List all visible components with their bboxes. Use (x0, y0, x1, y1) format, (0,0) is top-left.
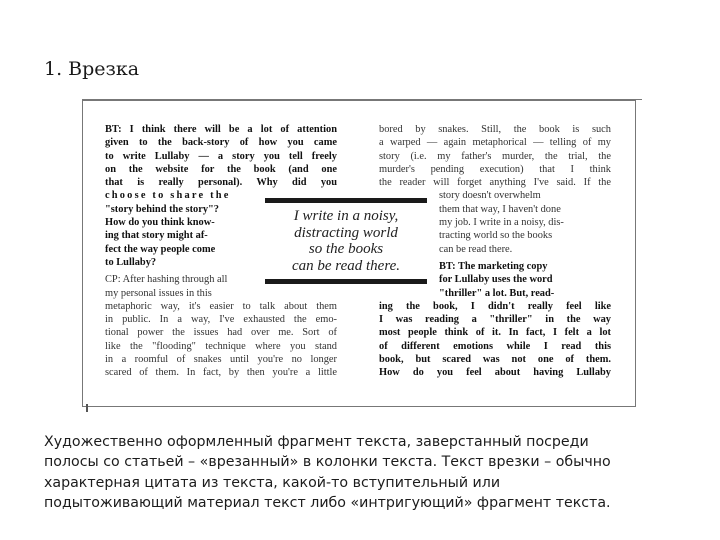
pull-quote-top-rule (265, 198, 427, 203)
text-line: in a roomful of snakes until you're no longer (105, 354, 337, 366)
text-line: bored by snakes. Still, the book is such (379, 124, 611, 135)
text-line: that is really personal). Why did you (105, 177, 337, 189)
slide-caption (44, 432, 684, 513)
caption-line: полосы со статьей – «врезанный» в колонки текста. Текст врезки – обычно (44, 454, 611, 471)
text-line: murder's pending execution) that I think (379, 163, 611, 175)
text-line: BT: I think there will be a lot of attention (105, 124, 337, 135)
text-line: How do you think know- (105, 217, 215, 229)
text-line: ing the book, I didn't really feel like (379, 300, 611, 312)
pull-quote-bottom-rule (265, 279, 427, 284)
pull-quote-text (265, 208, 427, 274)
text-line: most people think of it. In fact, I felt a lot (379, 327, 611, 339)
text-line: tracting world so the books (439, 230, 553, 242)
pull-quote (265, 198, 427, 284)
text-line: metaphoric way, it's easier to talk about them (105, 300, 337, 312)
text-line: choose to share the (105, 190, 231, 202)
caption-line: характерная цитата из текста, какой-то вступительный или (44, 474, 501, 491)
caption-line: Художественно оформленный фрагмент текста, заверстанный посреди (44, 434, 589, 450)
text-line: I was reading a "thriller" in the way (379, 314, 611, 326)
text-line: my job. I write in a noisy, dis- (439, 217, 564, 229)
text-line: for Lullaby uses the word (439, 274, 553, 286)
pull-quote-line: I write in a noisy, (293, 208, 399, 224)
answer-1 (105, 273, 337, 379)
text-line: tional power the issues had over me. Sort of (105, 327, 337, 339)
pull-quote-line: so the books (308, 241, 384, 257)
caption-line: подытоживающий материал текст либо «интригующий» фрагмент текста. (44, 494, 611, 511)
article-scan (82, 100, 636, 407)
text-line: scared of them. In fact, by then you're a little (105, 367, 337, 379)
text-line: them that way, I haven't done (439, 203, 561, 215)
text-line: my personal issues in this (105, 287, 212, 299)
text-line: can be read there. (439, 243, 513, 255)
text-line: to Lullaby? (105, 256, 157, 268)
text-line: to write Lullaby — a story you tell freely (105, 150, 337, 162)
text-line: of different emotions while I read this (379, 340, 611, 352)
scan-bottom-edge (86, 404, 88, 412)
text-line: like the "flooding" technique where you stand (105, 340, 337, 352)
text-line: "story behind the story"? (105, 203, 220, 215)
text-line: the reader will forget anything I've said. If the (379, 177, 611, 189)
text-line: on the website for the book (and one (105, 163, 337, 175)
text-line: "thriller" a lot. But, read- (439, 287, 555, 299)
pull-quote-line: distracting world (294, 224, 398, 241)
text-line: book, but scared was not one of them. (379, 354, 611, 366)
text-line: CP: After hashing through all (105, 274, 228, 286)
text-line: BT: The marketing copy (439, 260, 548, 272)
text-line: in public. In a way, I've exhausted the emo- (105, 314, 337, 326)
text-line: given to the back-story of how you came (105, 137, 337, 149)
pull-quote-line: can be read there. (291, 257, 401, 274)
text-line: ing that story might af- (105, 230, 208, 242)
text-line: fect the way people come (105, 243, 216, 255)
text-line: story (i.e. my father's murder, the trial, the (379, 150, 611, 162)
text-line: a warped — again metaphorical — telling of my (379, 137, 611, 149)
text-line: How do you feel about having Lullaby (379, 367, 611, 379)
slide-title: 1. Врезка (44, 58, 140, 80)
text-line: story doesn't overwhelm (439, 190, 541, 202)
